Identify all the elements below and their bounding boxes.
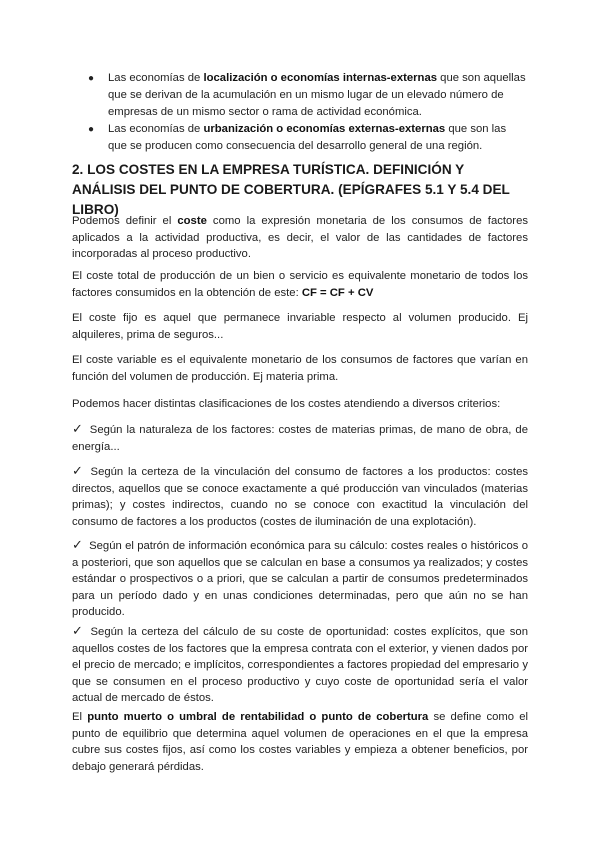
bullet-text-pre: Las economías de xyxy=(108,72,204,84)
criterion-item xyxy=(72,623,528,707)
paragraph-coste-definition xyxy=(72,213,528,263)
bullet-bold-term: localización o economías internas-externas xyxy=(203,72,438,84)
criterion-text: Según la naturaleza de los factores: costes de materias primas, de mano de obra, de energía... xyxy=(72,424,528,453)
checkmark-icon: ✓ xyxy=(72,421,84,436)
list-item xyxy=(88,70,528,121)
bullet-dot-icon: ● xyxy=(88,124,95,135)
list-item xyxy=(88,121,528,155)
section-heading: 2. LOS COSTES EN LA EMPRESA TURÍSTICA. DEFINICIÓN Y ANÁLISIS DEL PUNTO DE COBERTURA. (EPÍGRAFES 5.1 Y 5.4 DEL LIBRO) xyxy=(72,162,510,217)
paragraph-coste-fijo: El coste fijo es aquel que permanece invariable respecto al volumen producido. Ej alquileres, prima de seguros... xyxy=(72,312,528,341)
text-run: se define como el punto de equilibrio que determina aquel volumen de operaciones en el que la empresa cubre sus costes fijos, así como los costes variables y empieza a obtener beneficios, por debajo generará pérdidas. xyxy=(72,711,528,773)
text-run: El xyxy=(72,711,88,723)
criterion-text: Según el patrón de información económica para su cálculo: costes reales o históricos o a posteriori, que son aquellos que se calculan en base a consumos ya realizados; y costes estándar o prospectivos o a priori, que se calculan a partir de consumos predeterminados para un período dado y en unas condiciones determinadas, pero que aún no se han producido. xyxy=(72,540,528,618)
text-run: como la expresión monetaria de los consumos de factores aplicados a la actividad productiva, es decir, el valor de las cantidades de factores incorporadas al proceso productivo. xyxy=(72,215,528,260)
text-run: Podemos definir el xyxy=(72,215,178,227)
checkmark-icon: ✓ xyxy=(72,623,85,638)
text-run: El coste total de producción de un bien o servicio es equivalente monetario de todos los factores consumidos en la obtención de este: xyxy=(72,270,528,299)
checkmark-icon: ✓ xyxy=(72,537,84,552)
economies-bullet-list xyxy=(88,70,528,155)
paragraph-coste-total xyxy=(72,268,528,301)
bullet-text-pre: Las economías de xyxy=(108,123,204,135)
bullet-bold-term: urbanización o economías externas-externas xyxy=(203,123,446,135)
formula: CF = CF + CV xyxy=(301,286,374,299)
bullet-text-post: que son aquellas que se derivan de la acumulación en un mismo lugar de un elevado número de empresas de un mismo sector o rama de actividad económica. xyxy=(108,72,526,118)
paragraph-coste-variable: El coste variable es el equivalente monetario de los consumos de factores que varían en función del volumen de producción. Ej materia prima. xyxy=(72,354,528,383)
criterion-item xyxy=(72,421,528,455)
criterion-item xyxy=(72,537,528,621)
bold-term: punto muerto o umbral de rentabilidad o punto de cobertura xyxy=(87,711,429,723)
criterion-text: Según la certeza de la vinculación del consumo de factores a los productos: costes directos, aquellos que se conoce exactamente a qué producción van vinculados (materias primas); y costes indirectos, cuando no se conoce con exactitud la vinculación del consumo de factores a los productos (costes de iluminación de una explotación). xyxy=(72,466,528,528)
bullet-text-post: que son las que se producen como consecuencia del desarrollo general de una región. xyxy=(108,123,507,152)
criterion-item xyxy=(72,463,528,530)
paragraph-punto-muerto xyxy=(72,709,528,775)
paragraph-clasificaciones: Podemos hacer distintas clasificaciones de los costes atendiendo a diversos criterios: xyxy=(72,398,501,410)
checkmark-icon: ✓ xyxy=(72,463,85,478)
bold-term: coste xyxy=(177,215,207,227)
criterion-text: Según la certeza del cálculo de su coste de oportunidad: costes explícitos, que son aquellos costes de los factores que la empresa contrata con el exterior, y vienen dados por el precio de mercado; e implícitos, correspondientes a factores propiedad del empresario y que se consumen en el proceso productivo y cuyo coste de oportunidad sería el valor actual de mercado de éstos. xyxy=(72,626,528,704)
bullet-dot-icon: ● xyxy=(88,73,95,84)
